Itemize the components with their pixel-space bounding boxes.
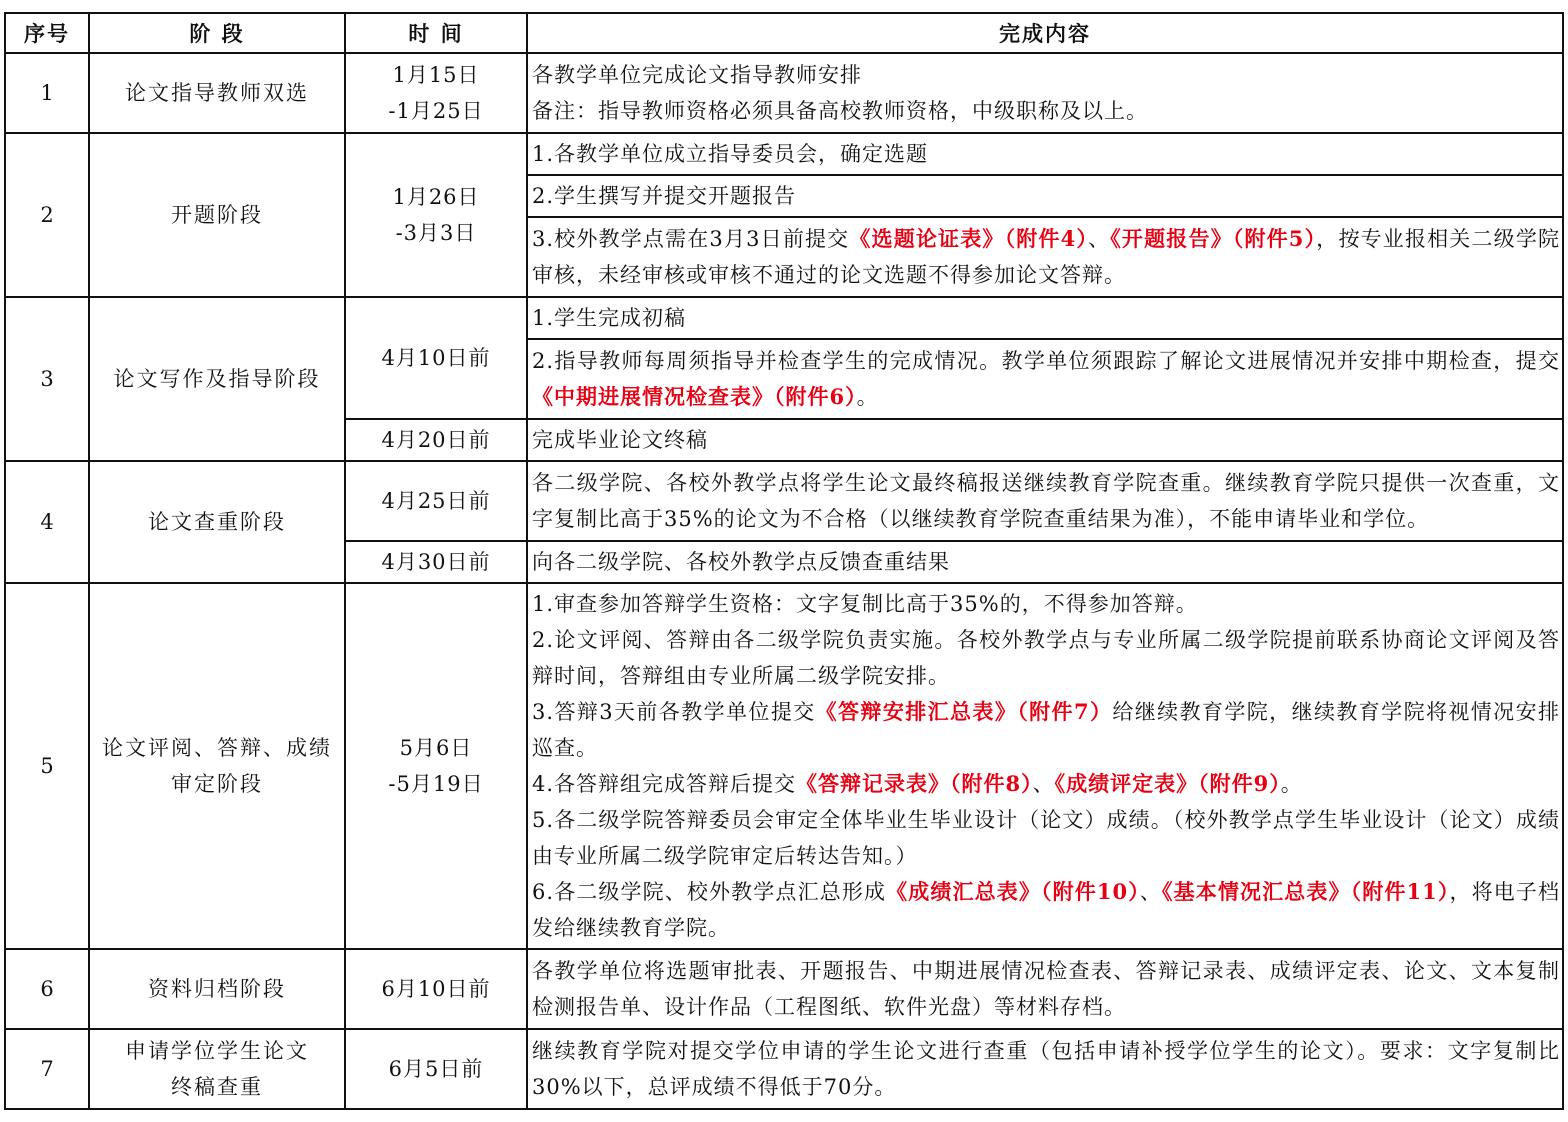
- row-time: 4月25日前: [345, 461, 527, 541]
- row-content: [527, 419, 1563, 461]
- content-line: 完成毕业论文终稿: [532, 428, 708, 452]
- row-content: [527, 949, 1563, 1029]
- text-part: 3.答辩3天前各教学单位提交: [532, 700, 816, 724]
- content-line: [532, 766, 1560, 802]
- attachment-ref: 《答辩安排汇总表》（附件7）: [815, 699, 1113, 724]
- content-line: 各教学单位将选题审批表、开题报告、中期进展情况检查表、答辩记录表、成绩评定表、论文、文本复制检测报告单、设计作品（工程图纸、软件光盘）等材料存档。: [532, 959, 1560, 1019]
- content-line: 各二级学院、各校外教学点将学生论文最终稿报送继续教育学院查重。继续教育学院只提供一次查重，文字复制比高于35%的论文为不合格（以继续教育学院查重结果为准），不能申请毕业和学位。: [532, 471, 1560, 531]
- time-end: -3月3日: [395, 221, 477, 245]
- attachment-ref: 《成绩评定表》（附件9）: [1054, 771, 1281, 796]
- row-time: 6月5日前: [345, 1029, 527, 1109]
- time-start: 1月15日: [392, 63, 480, 87]
- text-part: 、: [1032, 772, 1055, 796]
- table-row: [5, 583, 1563, 949]
- row-content: [527, 1029, 1563, 1109]
- content-line: 各教学单位完成论文指导教师安排: [532, 63, 862, 87]
- time-end: -1月25日: [388, 99, 484, 123]
- row-content: [527, 53, 1563, 133]
- content-line: 5.各二级学院答辩委员会审定全体毕业生毕业设计（论文）成绩。（校外教学点学生毕业设计（论文）成绩由专业所属二级学院审定后转达告知。）: [532, 808, 1560, 868]
- attachment-ref: 《基本情况汇总表》（附件11）: [1161, 879, 1450, 904]
- content-line: [532, 694, 1560, 766]
- row-content: [527, 583, 1563, 949]
- table-row: [5, 461, 1563, 541]
- attachment-ref: 《答辩记录表》（附件8）: [796, 771, 1033, 796]
- row-time: [345, 133, 527, 297]
- text-part: 。: [856, 385, 879, 409]
- content-line: [532, 874, 1560, 946]
- table-row: [5, 949, 1563, 1029]
- row-content: [527, 175, 1563, 217]
- row-content: [527, 133, 1563, 175]
- text-part: 、: [1088, 227, 1111, 251]
- attachment-ref: 《中期进展情况检查表》（附件6）: [532, 384, 857, 409]
- row-content: [527, 217, 1563, 297]
- content-line: 2.论文评阅、答辩由各二级学院负责实施。各校外教学点与专业所属二级学院提前联系协商论文评阅及答辩时间，答辩组由专业所属二级学院安排。: [532, 628, 1560, 688]
- text-part: 2.指导教师每周须指导并检查学生的完成情况。教学单位须跟踪了解论文进展情况并安排中期检查，提交: [532, 349, 1560, 373]
- row-content: [527, 339, 1563, 419]
- header-stage: 阶 段: [89, 13, 345, 53]
- stage-line: 终稿查重: [171, 1075, 263, 1099]
- row-number: 7: [5, 1029, 89, 1109]
- text-part: 。: [1280, 772, 1303, 796]
- row-time: 4月10日前: [345, 297, 527, 419]
- row-time: 4月30日前: [345, 541, 527, 583]
- row-stage: [89, 583, 345, 949]
- row-number: 4: [5, 461, 89, 583]
- text-part: 3.校外教学点需在3月3日前提交: [532, 227, 850, 251]
- text-part: 、: [1139, 880, 1162, 904]
- content-line: [532, 343, 1560, 415]
- table-row: [5, 133, 1563, 175]
- row-number: 6: [5, 949, 89, 1029]
- row-content: [527, 461, 1563, 541]
- text-part: ，将电子档发给继续教育学院。: [532, 880, 1561, 940]
- row-number: 3: [5, 297, 89, 461]
- row-content: [527, 297, 1563, 339]
- content-line: 1.审查参加答辩学生资格：文字复制比高于35%的，不得参加答辩。: [532, 592, 1198, 616]
- schedule-table: [4, 12, 1564, 1110]
- text-part: 6.各二级学院、校外教学点汇总形成: [532, 880, 887, 904]
- attachment-ref: 《开题报告》（附件5）: [1110, 226, 1317, 251]
- stage-line: 论文评阅、答辩、成绩: [102, 736, 332, 760]
- time-start: 1月26日: [392, 185, 480, 209]
- row-stage: 论文指导教师双选: [89, 53, 345, 133]
- row-time: 6月10日前: [345, 949, 527, 1029]
- row-content: [527, 541, 1563, 583]
- table-row: [5, 1029, 1563, 1109]
- header-time: 时 间: [345, 13, 527, 53]
- content-line: 1.各教学单位成立指导委员会，确定选题: [532, 142, 929, 166]
- attachment-ref: 《成绩汇总表》（附件10）: [886, 879, 1140, 904]
- row-stage: [89, 1029, 345, 1109]
- content-line: [532, 221, 1560, 293]
- content-line: 向各二级学院、各校外教学点反馈查重结果: [532, 550, 950, 574]
- row-time: 4月20日前: [345, 419, 527, 461]
- row-number: 5: [5, 583, 89, 949]
- text-part: ，按专业报相关二级学院审核，未经审核或审核不通过的论文选题不得参加论文答辩。: [532, 227, 1560, 287]
- content-line: 2.学生撰写并提交开题报告: [532, 184, 797, 208]
- row-stage: 资料归档阶段: [89, 949, 345, 1029]
- header-row: [5, 13, 1563, 53]
- text-part: 给继续教育学院，继续教育学院将视情况安排巡查。: [532, 700, 1560, 760]
- content-line: 继续教育学院对提交学位申请的学生论文进行查重（包括申请补授学位学生的论文）。要求：文字复制比30%以下，总评成绩不得低于70分。: [532, 1039, 1560, 1099]
- row-time: [345, 583, 527, 949]
- table-row: [5, 297, 1563, 339]
- row-number: 1: [5, 53, 89, 133]
- attachment-ref: 《选题论证表》（附件4）: [849, 226, 1089, 251]
- time-start: 5月6日: [399, 736, 473, 760]
- row-number: 2: [5, 133, 89, 297]
- stage-line: 申请学位学生论文: [125, 1039, 309, 1063]
- stage-line: 审定阶段: [171, 772, 263, 796]
- content-line: 1.学生完成初稿: [532, 306, 687, 330]
- text-part: 4.各答辩组完成答辩后提交: [532, 772, 797, 796]
- table-row: [5, 53, 1563, 133]
- content-note: 备注：指导教师资格必须具备高校教师资格，中级职称及以上。: [532, 99, 1148, 123]
- header-no: 序号: [5, 13, 89, 53]
- row-stage: 论文查重阶段: [89, 461, 345, 583]
- row-time: [345, 53, 527, 133]
- row-stage: 论文写作及指导阶段: [89, 297, 345, 461]
- time-end: -5月19日: [388, 772, 484, 796]
- row-stage: 开题阶段: [89, 133, 345, 297]
- header-content: 完成内容: [527, 13, 1563, 53]
